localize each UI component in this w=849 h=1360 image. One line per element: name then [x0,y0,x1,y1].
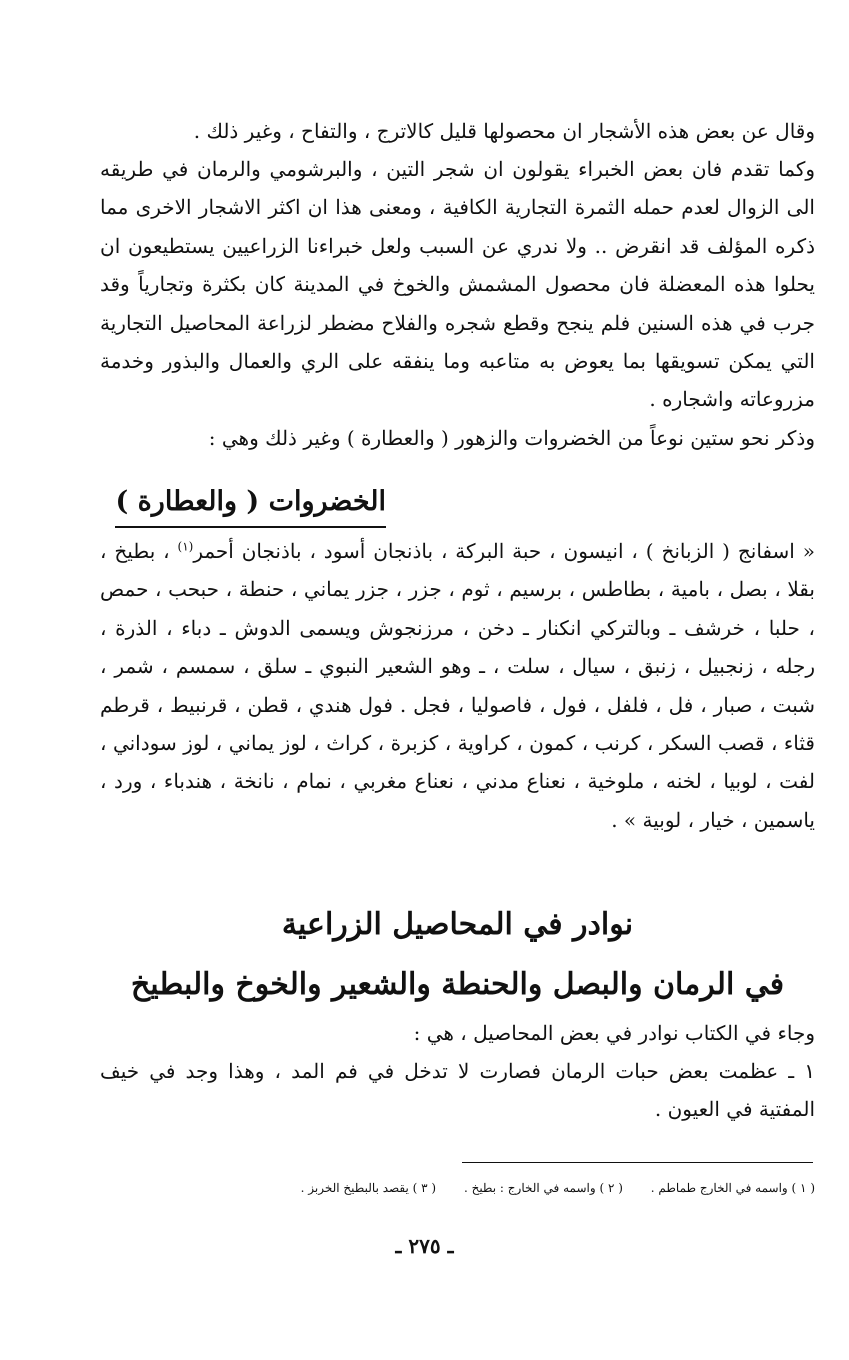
paragraph-2: وكما تقدم فان بعض الخبراء يقولون ان شجر التين ، والبرشومي والرمان في طريقه الى الزوال لعدم حمله الثمرة التجارية الكافية ، ومعنى هذا ان اكثر الاشجار الاخرى مما ذكره المؤلف قد انقرض .. ولا ندري عن السبب ولعل خبراءنا الزراعيين يستطيعون ان يحلوا هذه المعضلة فان محصول المشمش والخوخ في المدينة كان بكثرة وتجارياً وقد جرب في هذه السنين فلم ينجح وقطع شجره والفلاح مضطر لزراعة المحاصيل التجارية التي يمكن تسويقها بما يعوض به متاعبه وما ينفقه على الري والعمال والبذور وخدمة مزروعاته واشجاره . [100,157,815,412]
footnote-separator [462,1162,813,1163]
vegetables-list-end: ، بطيخ ، بقلا ، بصل ، بامية ، بطاطس ، برسيم ، ثوم ، جزر ، جزر يماني ، حنطة ، حبحب ، حمص ، حلبا ، خرشف ـ وبالتركي انكنار ـ دخن ، مرزنجوش ويسمى الدوش ـ دباء ، الذرة ، رجله ، زنجبيل ، زنبق ، سيال ، سلت ، ـ وهو الشعير النبوي ـ سلق ، سمسم ، شمر ، شبت ، صبار ، فل ، فلفل ، فول ، فاصوليا ، فجل . فول هندي ، قطن ، قرنبيط ، قرطم قثاء ، قصب السكر ، كرنب ، كمون ، كراوية ، كزبرة ، كراث ، لوز يماني ، لوز سوداني ، لفت ، لوبيا ، لخنه ، ملوخية ، نعناع مدني ، نعناع مغربي ، نمام ، نانخة ، هندباء ، ورد ، ياسمين ، خيار ، لوبية » . [100,539,815,832]
section-title: الخضروات ( والعطارة ) [115,482,386,528]
vegetables-list [100,532,815,839]
intro-line: وجاء في الكتاب نوادر في بعض المحاصيل ، هي : [413,1021,815,1045]
item-1: ١ ـ عظمت بعض حبات الرمان فصارت لا تدخل في فم المد ، وهذا وجد في خيف المفتية في العيون . [100,1059,815,1122]
paragraph-3: وذكر نحو ستين نوعاً من الخضروات والزهور ( والعطارة ) وغير ذلك وهي : [208,426,815,450]
footnote-3: ( ٣ ) يقصد بالبطيخ الخربز . [300,1181,437,1195]
heading-rarities: نوادر في المحاصيل الزراعية [281,907,634,942]
footnote-2: ( ٢ ) واسمه في الخارج : بطيخ . [463,1181,623,1195]
footnote-1: ( ١ ) واسمه في الخارج طماطم . [650,1181,815,1195]
page-number: ـ ٢٧٥ ـ [395,1234,454,1258]
heading-subtitle: في الرمان والبصل والحنطة والشعير والخوخ والبطيخ [130,967,785,1002]
paragraph-1: وقال عن بعض هذه الأشجار ان محصولها قليل كالاترج ، والتفاح ، وغير ذلك . [193,119,815,143]
footnote-marker: (١) [177,539,194,554]
vegetables-list-start: « اسفانج ( الزبانخ ) ، انيسون ، حبة البركة ، باذنجان أسود ، باذنجان أحمر [193,539,815,563]
footnotes [240,1176,815,1200]
